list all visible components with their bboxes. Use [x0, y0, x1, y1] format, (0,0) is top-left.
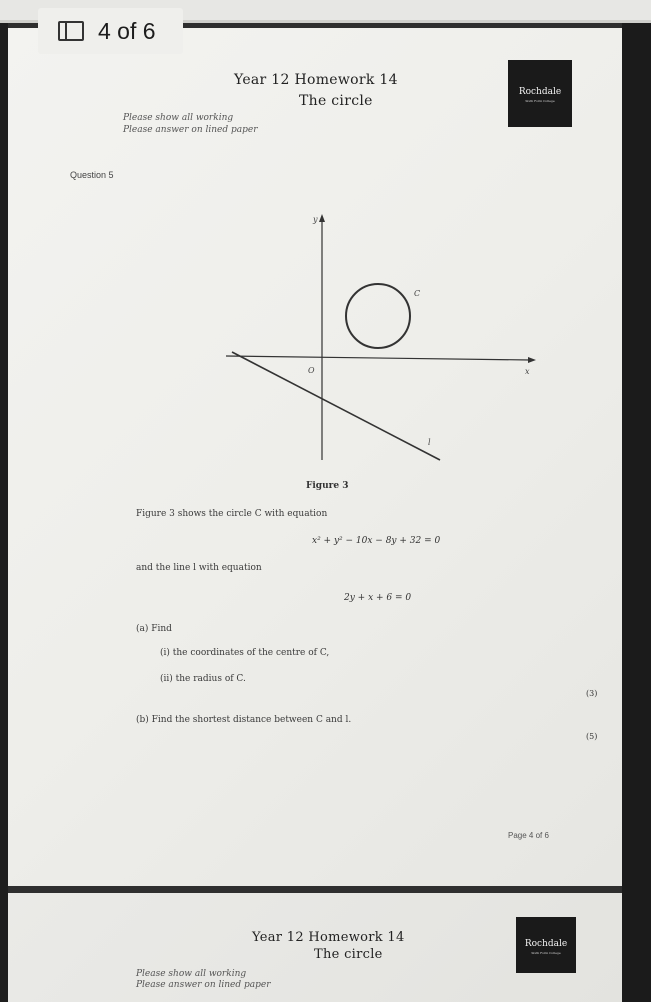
part-a-label: (a) Find — [136, 624, 172, 634]
figure-caption: Figure 3 — [306, 481, 349, 491]
logo-subtext: Sixth Form College — [525, 99, 555, 103]
line-l — [232, 352, 440, 460]
document-page — [8, 28, 622, 886]
page-footer: Page 4 of 6 — [508, 831, 549, 840]
viewer-background-right — [622, 23, 651, 1002]
marks-part-b: (5) — [586, 732, 598, 741]
label-c: C — [414, 289, 421, 298]
part-a-ii: (ii) the radius of C. — [160, 674, 246, 684]
label-l: l — [428, 438, 431, 447]
label-origin: O — [308, 366, 315, 375]
instruction-paper: Please answer on lined paper — [123, 125, 258, 135]
part-b: (b) Find the shortest distance between C and l. — [136, 715, 352, 725]
viewer-background-left — [0, 23, 8, 1002]
circle-c — [346, 284, 410, 348]
college-logo — [508, 60, 572, 127]
next-logo-subtext: Sixth Form College — [531, 951, 561, 955]
next-page-title: Year 12 Homework 14 — [252, 930, 405, 945]
page-indicator-text: 4 of 6 — [98, 17, 156, 44]
part-a-i: (i) the coordinates of the centre of C, — [160, 648, 330, 658]
logo-text: Rochdale — [518, 87, 562, 97]
label-x: x — [525, 367, 530, 376]
marks-part-a: (3) — [586, 689, 598, 698]
page-gap — [8, 886, 622, 893]
x-axis — [226, 356, 530, 360]
label-y: y — [313, 215, 318, 224]
figure-3 — [218, 208, 530, 463]
x-axis-arrow — [528, 357, 536, 363]
page-subtitle: The circle — [299, 93, 373, 109]
page-title: Year 12 Homework 14 — [234, 72, 398, 88]
circle-equation: x² + y² − 10x − 8y + 32 = 0 — [312, 536, 441, 546]
next-instruction-paper: Please answer on lined paper — [136, 980, 271, 990]
question-number: Question 5 — [70, 170, 114, 180]
next-page-subtitle: The circle — [314, 947, 383, 962]
line-description: and the line l with equation — [136, 563, 262, 573]
next-logo-text: Rochdale — [524, 939, 568, 949]
figure-description: Figure 3 shows the circle C with equation — [136, 509, 328, 519]
next-document-page — [8, 893, 622, 1002]
next-college-logo — [516, 917, 576, 973]
y-axis-arrow — [319, 214, 325, 222]
line-equation: 2y + x + 6 = 0 — [344, 593, 412, 603]
sidebar-thumbnail-icon[interactable] — [58, 21, 84, 41]
next-instruction-working: Please show all working — [136, 969, 247, 979]
page-indicator[interactable] — [38, 8, 183, 54]
instruction-working: Please show all working — [123, 113, 234, 123]
